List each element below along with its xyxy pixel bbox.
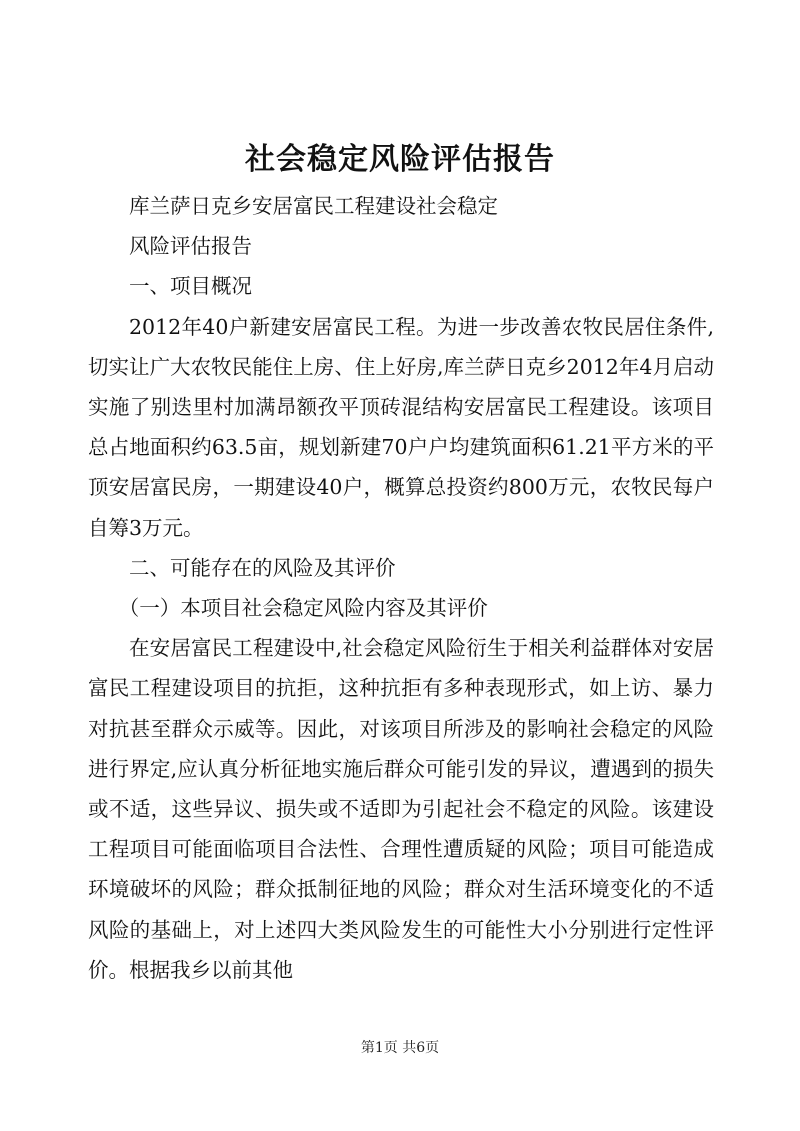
- subtitle-line-2: 风险评估报告: [129, 234, 252, 259]
- document-title: 社会稳定风险评估报告: [245, 142, 555, 177]
- section-heading-overview: 一、项目概况: [129, 274, 252, 299]
- page-footer: 第1页 共6页: [360, 1040, 440, 1056]
- paragraph-overview: 2012年40户新建安居富民工程。为进一步改善农牧民居住条件,切实让广大农牧民能住上房、住上好房,库兰萨日克乡2012年4月启动实施了别迭里村加满昂额孜平顶砖混结构安居富民工程建设。该项目总占地面积约63.5亩，规划新建70户户均建筑面积61.21平方米的平顶安居富民房，一期建设40户，概算总投资约800万元，农牧民每户自筹3万元。: [88, 314, 714, 540]
- document-body: [88, 186, 714, 990]
- subsection-heading-risk-content: （一）本项目社会稳定风险内容及其评价: [118, 596, 488, 621]
- paragraph-risk-analysis: 在安居富民工程建设中,社会稳定风险衍生于相关利益群体对安居富民工程建设项目的抗拒，这种抗拒有多种表现形式，如上访、暴力对抗甚至群众示威等。因此，对该项目所涉及的影响社会稳定的风险进行界定,应认真分析征地实施后群众可能引发的异议，遭遇到的损失或不适，这些异议、损失或不适即为引起社会不稳定的风险。该建设工程项目可能面临项目合法性、合理性遭质疑的风险；项目可能造成环境破坏的风险；群众抵制征地的风险；群众对生活环境变化的不适风险的基础上，对上述四大类风险发生的可能性大小分别进行定性评价。根据我乡以前其他: [88, 636, 714, 982]
- subtitle-line-1: 库兰萨日克乡安居富民工程建设社会稳定: [129, 194, 498, 218]
- section-heading-risks: 二、可能存在的风险及其评价: [129, 555, 396, 580]
